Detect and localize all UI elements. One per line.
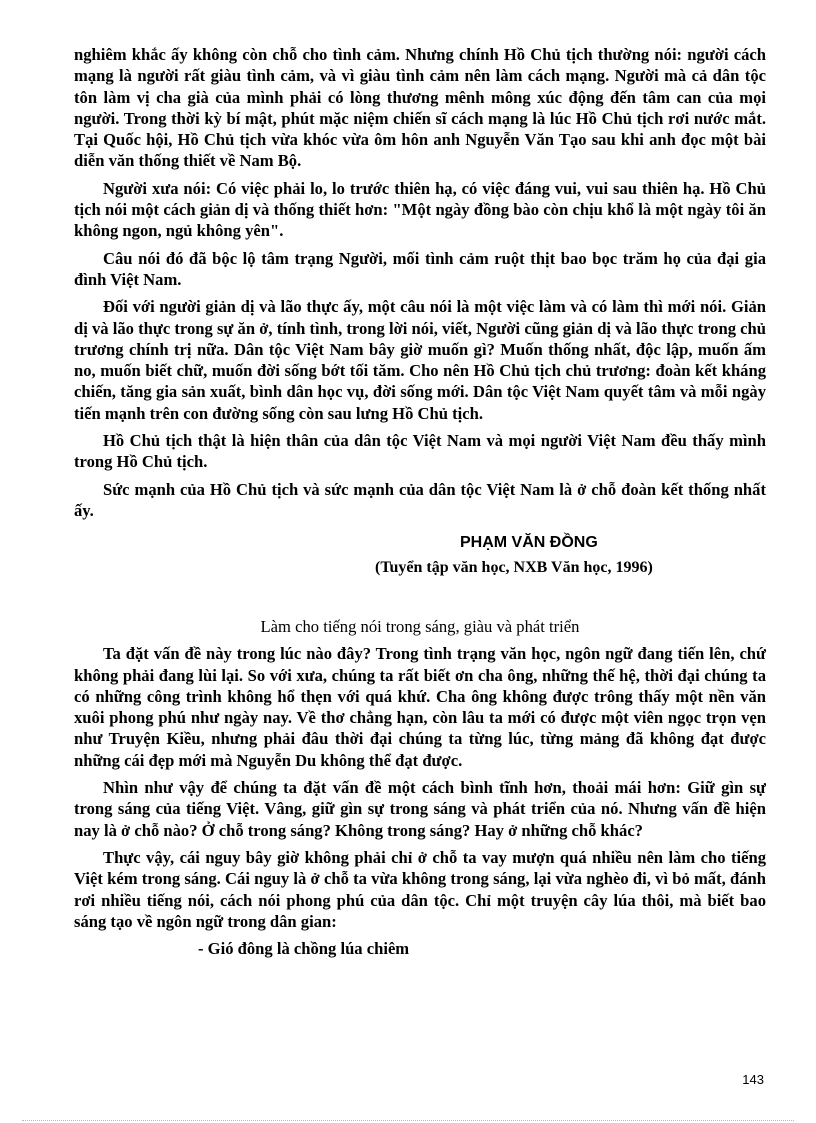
paragraph: nghiêm khắc ấy không còn chỗ cho tình cảm. Nhưng chính Hồ Chủ tịch thường nói: người cách mạng là người rất giàu tình cảm, và vì giàu tình cảm nên làm cách mạng. Người mà cả dân tộc tôn làm vị cha già của mình phải có lòng thương mênh mông xúc động đến tâm can của mọi người. Trong thời kỳ bí mật, phút mặc niệm chiến sĩ cách mạng là lúc Hồ Chủ tịch rơi nước mắt. Tại Quốc hội, Hồ Chủ tịch vừa khóc vừa ôm hôn anh Nguyễn Văn Tạo sau khi anh đọc một bài diễn văn thống thiết về Nam Bộ. [74,45,766,171]
paragraph: Thực vậy, cái nguy bây giờ không phải chỉ ở chỗ ta vay mượn quá nhiều nên làm cho tiếng Việt kém trong sáng. Cái nguy là ở chỗ ta vừa không trong sáng, lại vừa nghèo đi, vì bỏ mất, đánh rơi nhiều tiếng nói, cách nói phong phú của dân tộc. Chỉ một truyện cây lúa thôi, mà biết bao sáng tạo về ngôn ngữ trong dân gian: [74,847,766,931]
paragraph: Ta đặt vấn đề này trong lúc nào đây? Trong tình trạng văn học, ngôn ngữ đang tiến lên, chứ không phải đang lùi lại. So với xưa, chúng ta rất biết ơn cha ông, những thế hệ, thời đại chúng ta có những công trình không hổ thẹn với quá khứ. Cha ông không được trông thấy một nền văn xuôi phong phú như ngày nay. Về thơ chẳng hạn, còn lâu ta mới có được một viên ngọc trọn vẹn như Truyện Kiều, nhưng phải đâu thời đại chúng ta từng lúc, từng mảng đã không đạt được những cái đẹp mới mà Nguyễn Du không thể đạt được. [74,644,766,770]
author-name: PHẠM VĂN ĐỒNG [460,534,598,552]
paragraph: Đối với người giản dị và lão thực ấy, một câu nói là một việc làm và có làm thì mới nói. Giản dị và lão thực trong sự ăn ở, tính tình, trong lời nói, viết, Người cũng giản dị và lão thực trong chủ trương chính trị nữa. Dân tộc Việt Nam bây giờ muốn gì? Muốn thống nhất, độc lập, muốn ấm no, muốn biết chữ, muốn đời sống bớt tối tăm. Cho nên Hồ Chủ tịch chủ trương: đoàn kết kháng chiến, tăng gia sản xuất, bình dân học vụ, đời sống mới. Dân tộc Việt Nam quyết tâm và mỗi ngày tiến mạnh trên con đường sống còn sau lưng Hồ Chủ tịch. [74,297,766,423]
paragraph: Nhìn như vậy để chúng ta đặt vấn đề một cách bình tĩnh hơn, thoải mái hơn: Giữ gìn sự trong sáng của tiếng Việt. Vâng, giữ gìn sự trong sáng và phát triển của nó. Nhưng vấn đề hiện nay là ở chỗ nào? Ở chỗ trong sáng? Không trong sáng? Hay ở những chỗ khác? [74,778,766,840]
paragraph: Câu nói đó đã bộc lộ tâm trạng Người, mối tình cảm ruột thịt bao bọc trăm họ của đại gia đình Việt Nam. [74,248,766,289]
quote-line: - Gió đông là chồng lúa chiêm [198,939,410,959]
paragraph: Hồ Chủ tịch thật là hiện thân của dân tộc Việt Nam và mọi người Việt Nam đều thấy mình trong Hồ Chủ tịch. [74,431,766,472]
paragraph: Sức mạnh của Hồ Chủ tịch và sức mạnh của dân tộc Việt Nam là ở chỗ đoàn kết thống nhất ấy. [74,479,766,520]
page-body [74,44,766,959]
page-number: 143 [742,1072,764,1087]
section-title: Làm cho tiếng nói trong sáng, giàu và phát triển [260,617,580,637]
source-citation: (Tuyển tập văn học, NXB Văn học, 1996) [375,559,653,577]
paragraph: Người xưa nói: Có việc phải lo, lo trước thiên hạ, có việc đáng vui, vui sau thiên hạ. Hồ Chủ tịch nói một cách giản dị và thống thiết hơn: "Một ngày đồng bào còn chịu khổ là một ngày tôi ăn không ngon, ngủ không yên". [74,178,766,241]
page-bottom-divider [22,1120,794,1121]
